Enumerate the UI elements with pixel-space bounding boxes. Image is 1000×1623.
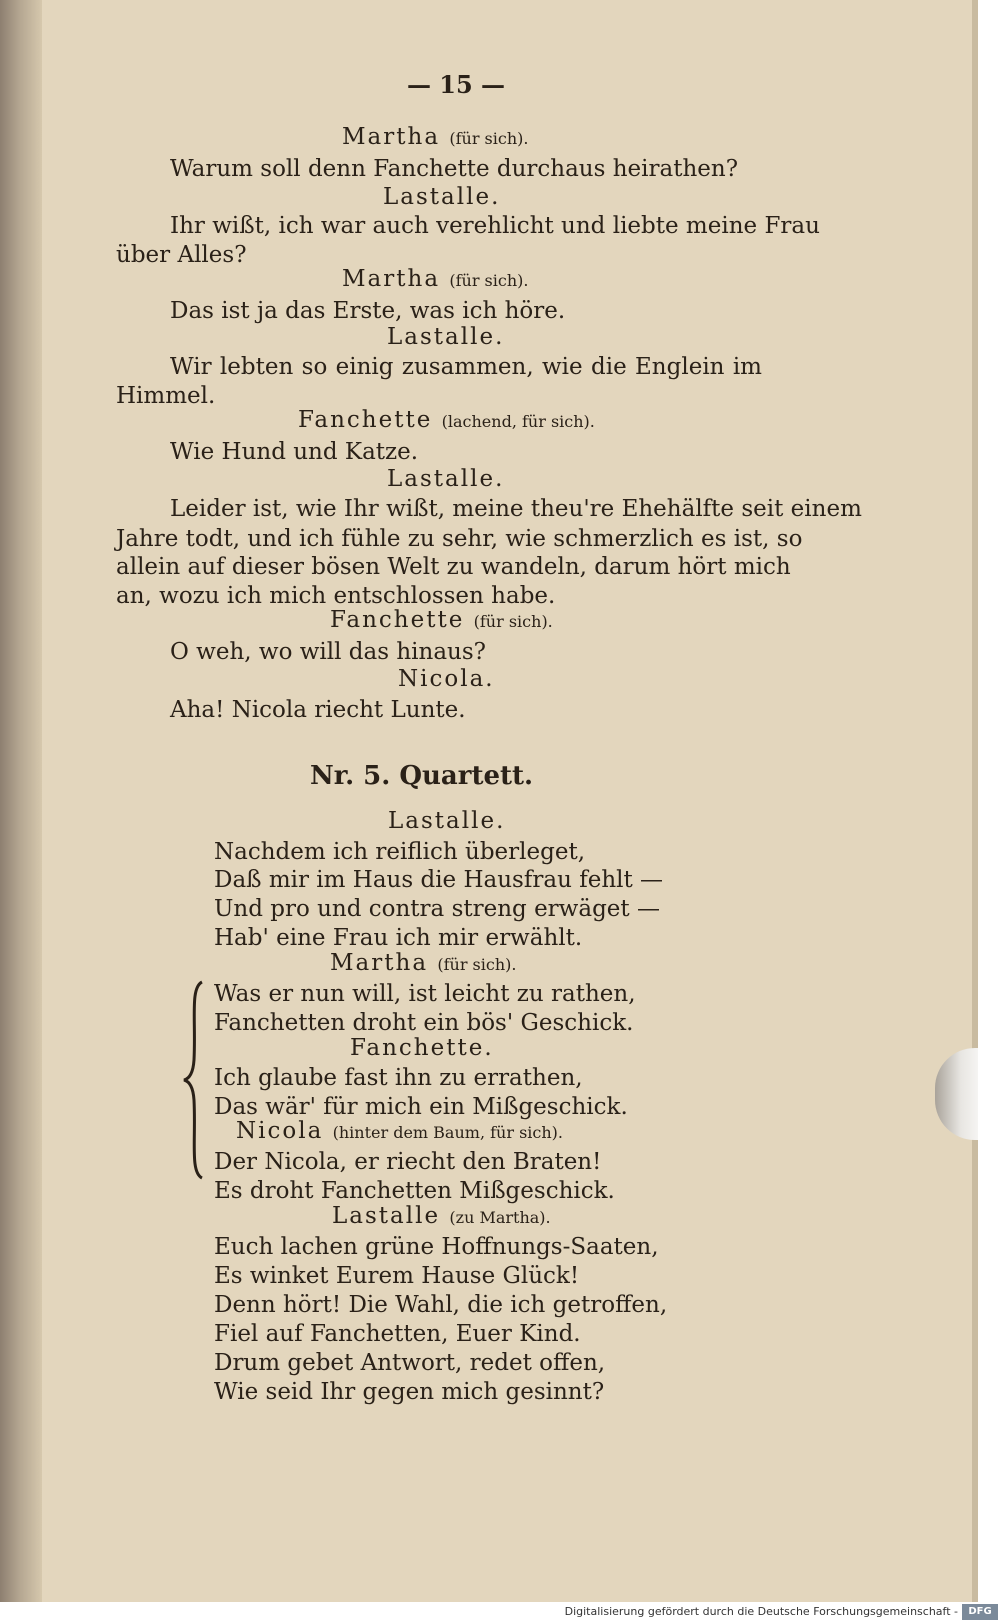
dialogue-line: Himmel. <box>116 383 216 409</box>
page-number: — 15 — <box>406 70 506 99</box>
footer <box>0 1602 1000 1623</box>
verse-line: Nachdem ich reiflich überleget, <box>214 839 586 865</box>
speaker-heading: Nicola (hinter dem Baum, für sich). <box>236 1118 563 1144</box>
speaker-heading: Martha (für sich). <box>342 266 529 292</box>
verse-line: Und pro und contra streng erwäget — <box>214 896 660 922</box>
verse-line: Was er nun will, ist leicht zu rathen, <box>214 981 636 1007</box>
verse-line: Ich glaube fast ihn zu errathen, <box>214 1065 583 1091</box>
page-edge <box>972 0 978 1602</box>
dialogue-line: Jahre todt, und ich fühle zu sehr, wie schmerzlich es ist, so <box>116 526 803 552</box>
verse-line: Denn hört! Die Wahl, die ich getroffen, <box>214 1292 668 1318</box>
dialogue-line: Wir lebten so einig zusammen, wie die Englein im <box>170 354 762 380</box>
speaker-heading: Nicola. <box>398 666 495 692</box>
speaker-heading: Fanchette (für sich). <box>330 607 553 633</box>
verse-line: Hab' eine Frau ich mir erwählt. <box>214 925 583 951</box>
dialogue-line: Das ist ja das Erste, was ich höre. <box>170 298 566 324</box>
speaker-heading: Martha (für sich). <box>330 950 517 976</box>
verse-line: Fiel auf Fanchetten, Euer Kind. <box>214 1321 581 1347</box>
speaker-heading: Fanchette. <box>350 1035 494 1061</box>
dialogue-line: Aha! Nicola riecht Lunte. <box>170 697 466 723</box>
dialogue-line: O weh, wo will das hinaus? <box>170 639 487 665</box>
speaker-heading: Martha (für sich). <box>342 124 529 150</box>
verse-line: Daß mir im Haus die Hausfrau fehlt — <box>214 867 664 893</box>
dfg-logo: DFG <box>962 1604 998 1620</box>
verse-line: Wie seid Ihr gegen mich gesinnt? <box>214 1379 605 1405</box>
speaker-heading: Lastalle. <box>387 466 505 492</box>
dialogue-line: Leider ist, wie Ihr wißt, meine theu're Ehehälfte seit einem <box>170 496 862 522</box>
ensemble-brace <box>182 980 208 1180</box>
section-heading: Nr. 5. Quartett. <box>310 761 534 791</box>
dialogue-line: allein auf dieser bösen Welt zu wandeln, darum hört mich <box>116 554 791 580</box>
dialogue-line: Wie Hund und Katze. <box>170 439 419 465</box>
verse-line: Es winket Eurem Hause Glück! <box>214 1263 580 1289</box>
speaker-heading: Fanchette (lachend, für sich). <box>298 407 595 433</box>
speaker-heading: Lastalle. <box>388 808 506 834</box>
verse-line: Das wär' für mich ein Mißgeschick. <box>214 1094 628 1120</box>
digitization-credit: Digitalisierung gefördert durch die Deutsche Forschungsgemeinschaft - <box>564 1605 958 1618</box>
speaker-heading: Lastalle. <box>383 184 501 210</box>
speaker-heading: Lastalle (zu Martha). <box>332 1203 551 1229</box>
verse-line: Es droht Fanchetten Mißgeschick. <box>214 1178 615 1204</box>
dialogue-line: über Alles? <box>116 242 247 268</box>
dialogue-line: an, wozu ich mich entschlossen habe. <box>116 583 556 609</box>
page-gutter <box>0 0 42 1602</box>
dialogue-line: Warum soll denn Fanchette durchaus heirathen? <box>170 156 739 182</box>
verse-line: Drum gebet Antwort, redet offen, <box>214 1350 606 1376</box>
verse-line: Euch lachen grüne Hoffnungs-Saaten, <box>214 1234 659 1260</box>
verse-line: Fanchetten droht ein bös' Geschick. <box>214 1010 634 1036</box>
verse-line: Der Nicola, er riecht den Braten! <box>214 1149 602 1175</box>
dialogue-line: Ihr wißt, ich war auch verehlicht und liebte meine Frau <box>170 213 820 239</box>
speaker-heading: Lastalle. <box>387 324 505 350</box>
